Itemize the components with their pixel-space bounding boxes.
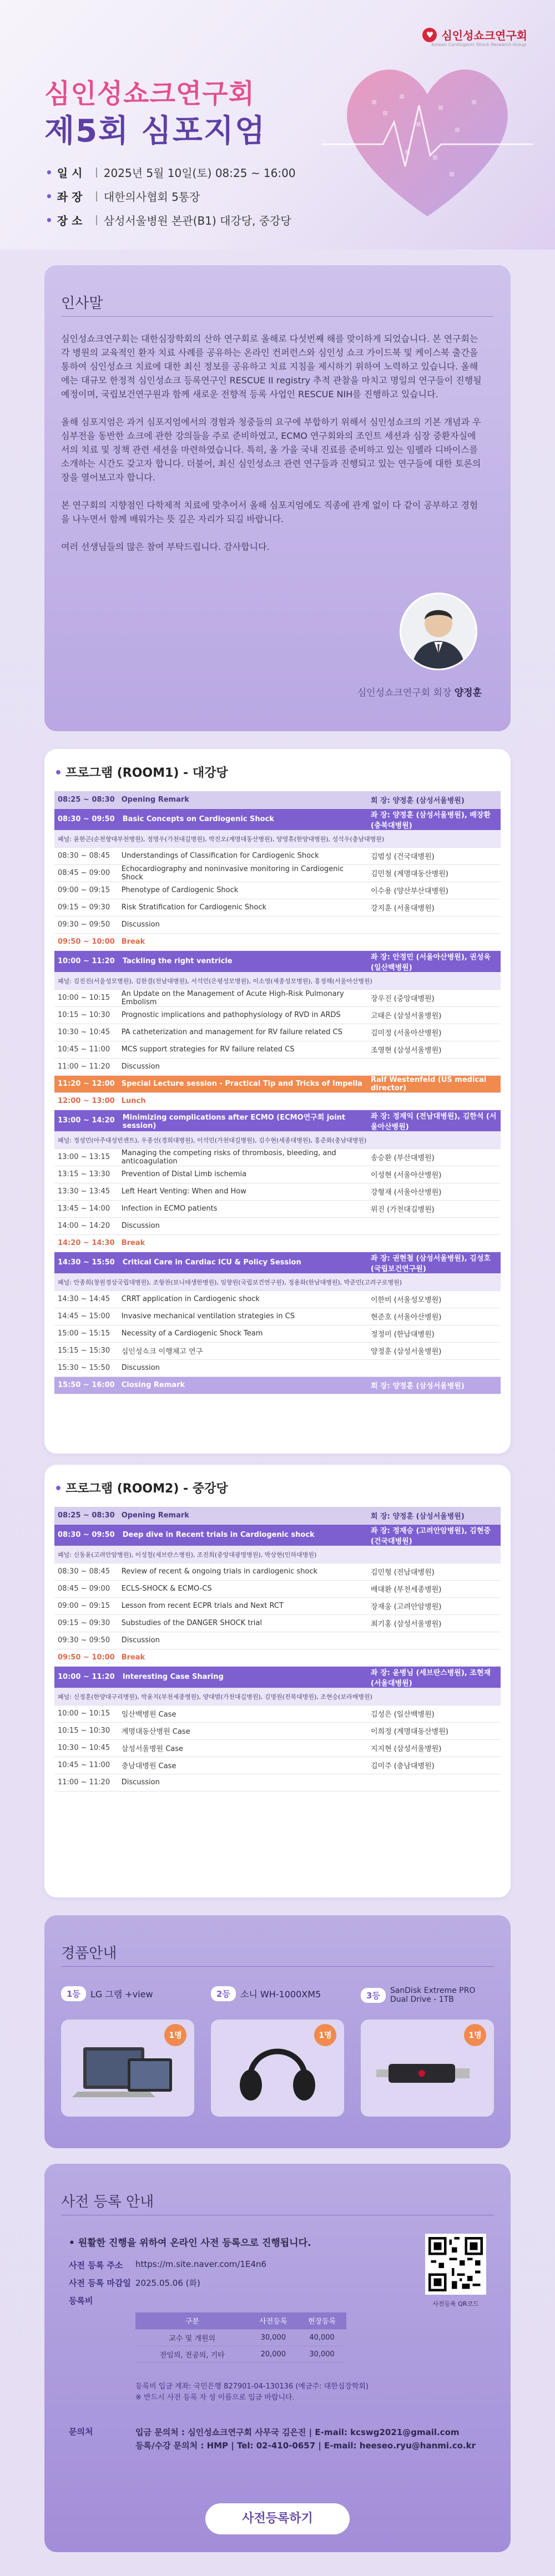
fee-row xyxy=(135,2346,346,2362)
schedule-row xyxy=(54,1217,501,1234)
session-time: 08:25 ~ 08:30 xyxy=(54,791,118,808)
schedule-row xyxy=(54,1325,501,1342)
session-speaker xyxy=(367,1234,501,1252)
session-speaker: 좌 장: 정재승 (고려안암병원), 김현중 (건국대병원) xyxy=(367,1524,501,1546)
panel-text: 패널: 신동윤(고려안암병원), 이성철(세브란스병원), 조진희(중앙대광명병원), 박상현(인하대병원) xyxy=(54,1546,501,1563)
session-subject: Closing Remark xyxy=(118,1376,367,1394)
session-subject: 계명대동산병원 Case xyxy=(118,1722,367,1739)
hero-title-line2: 제5회 심포지엄 xyxy=(44,113,266,149)
session-time: 09:50 ~ 10:00 xyxy=(54,1649,118,1666)
heart-logo-icon: ♥ xyxy=(422,28,437,42)
fee-header: 사전등록 xyxy=(249,2312,297,2329)
session-time: 08:30 ~ 09:50 xyxy=(54,1524,118,1546)
reg-deadline-row xyxy=(69,2277,200,2289)
session-subject: Minimizing complications after ECMO (ECMO연구회 joint session) xyxy=(118,1110,367,1131)
session-speaker: 김범성 (건국대병원) xyxy=(367,847,501,864)
schedule-row xyxy=(54,864,501,882)
info-key: 장 소 xyxy=(57,214,83,227)
program-title-text: 프로그램 (ROOM2) - 중강당 xyxy=(65,1482,228,1496)
session-time: 13:00 ~ 13:15 xyxy=(54,1148,118,1166)
info-value: 삼성서울병원 본관(B1) 대강당, 중강당 xyxy=(103,214,291,227)
session-speaker xyxy=(367,1092,501,1110)
schedule-row xyxy=(54,1308,501,1325)
gift-count: 1명 xyxy=(464,2024,486,2046)
schedule-row xyxy=(54,1041,501,1058)
info-row-date xyxy=(46,164,296,180)
gift-item-3 xyxy=(361,1986,500,2040)
greeting-title: 인사말 xyxy=(61,295,103,312)
schedule-row xyxy=(54,1290,501,1308)
session-header-row xyxy=(54,1666,501,1688)
account-info xyxy=(135,2381,369,2403)
session-speaker: 양정훈 (삼성서울병원) xyxy=(367,1342,501,1359)
session-subject: Discussion xyxy=(118,1632,367,1649)
session-time: 10:30 ~ 10:45 xyxy=(54,1739,118,1757)
heart-graphic xyxy=(322,39,533,227)
session-speaker: 현준호 (서울아산병원) xyxy=(367,1308,501,1325)
session-time: 13:00 ~ 14:20 xyxy=(54,1110,118,1131)
fee-header: 현장등록 xyxy=(297,2312,346,2329)
registration-title: 사전 등록 안내 xyxy=(61,2194,154,2210)
session-speaker: 좌 장: 양정훈 (삼성서울병원), 배장환 (충북대병원) xyxy=(367,808,501,830)
session-speaker xyxy=(367,933,501,950)
schedule-table-room2 xyxy=(54,1507,501,1791)
gift-count: 1명 xyxy=(314,2024,336,2046)
account-note: ※ 반드시 사전 등록 자 성 이름으로 입금 바랍니다. xyxy=(135,2393,295,2402)
session-speaker: 송승환 (부산대병원) xyxy=(367,1148,501,1166)
session-speaker: 위진 (가천대길병원) xyxy=(367,1200,501,1217)
session-speaker: 조영현 (삼성서울병원) xyxy=(367,1041,501,1058)
greeting-paragraph: 본 연구회의 지향점인 다학제적 치료에 맞추어서 올해 심포지엄에도 직종에 관계 없이 다 같이 공부하고 경험을 나누면서 함께 배워가는 뜻 깊은 자리가 되길 바랍니다. xyxy=(61,500,478,524)
account-text: 등록비 입금 계좌: 국민은행 827901-04-130136 (예금주: 대한심장학회) xyxy=(135,2382,369,2391)
session-subject: Managing the competing risks of thrombosis, bleeding, and anticoagulation xyxy=(118,1148,367,1166)
session-speaker: 배대환 (부천세종병원) xyxy=(367,1580,501,1597)
qr-code[interactable] xyxy=(425,2234,486,2295)
schedule-row xyxy=(54,1774,501,1791)
session-subject: 충남대병원 Case xyxy=(118,1757,367,1774)
session-subject: Left Heart Venting: When and How xyxy=(118,1183,367,1200)
session-speaker: 좌 장: 안정민 (서울아산병원), 권성욱 (일산백병원) xyxy=(367,950,501,972)
schedule-row xyxy=(54,1597,501,1615)
session-time: 10:00 ~ 11:20 xyxy=(54,1666,118,1688)
session-time: 08:25 ~ 08:30 xyxy=(54,1507,118,1524)
schedule-row xyxy=(54,1563,501,1580)
signature xyxy=(357,685,482,699)
session-time: 09:00 ~ 09:15 xyxy=(54,882,118,899)
reg-fee-row xyxy=(69,2295,135,2306)
fee-header: 구분 xyxy=(135,2312,249,2329)
session-header-row xyxy=(54,1252,501,1273)
session-speaker: 장우진 (중앙대병원) xyxy=(367,989,501,1006)
register-button[interactable]: 사전등록하기 xyxy=(205,2503,350,2534)
session-speaker: 회 장: 양정훈 (삼성서울병원) xyxy=(367,791,501,808)
session-time: 12:00 ~ 13:00 xyxy=(54,1092,118,1110)
session-speaker: 이성현 (서울아산병원) xyxy=(367,1166,501,1183)
session-subject: Special Lecture session - Practical Tip and Tricks of Impella xyxy=(118,1075,367,1092)
schedule-row xyxy=(54,1058,501,1075)
session-speaker: 김성은 (일산백병원) xyxy=(367,1705,501,1722)
greeting-paragraph: 여러 선생님들의 많은 참여 부탁드립니다. 감사합니다. xyxy=(61,541,270,552)
fee-cell: 40,000 xyxy=(297,2329,346,2346)
panel-row xyxy=(54,1546,501,1563)
contact-line: 입금 문의처 : 심인성쇼크연구회 사무국 김은진 | E-mail: kcswg2021@gmail.com xyxy=(135,2427,460,2437)
session-time: 14:30 ~ 15:50 xyxy=(54,1252,118,1273)
session-speaker: Ralf Westenfeld (US medical director) xyxy=(367,1075,501,1092)
session-speaker: 이한비 (서울성모병원) xyxy=(367,1290,501,1308)
session-time: 08:30 ~ 08:45 xyxy=(54,847,118,864)
session-time: 09:30 ~ 09:50 xyxy=(54,1632,118,1649)
greeting-card xyxy=(44,265,511,731)
schedule-row xyxy=(54,1507,501,1524)
session-time: 13:45 ~ 14:00 xyxy=(54,1200,118,1217)
gift-name: 소니 WH-1000XM5 xyxy=(240,1989,321,2000)
session-subject: Break xyxy=(118,933,367,950)
session-time: 14:30 ~ 14:45 xyxy=(54,1290,118,1308)
session-time: 08:45 ~ 09:00 xyxy=(54,1580,118,1597)
session-speaker: 강형재 (서울아산병원) xyxy=(367,1183,501,1200)
session-subject: MCS support strategies for RV failure related CS xyxy=(118,1041,367,1058)
schedule-row xyxy=(54,1649,501,1666)
schedule-row xyxy=(54,1092,501,1110)
gifts-title: 경품안내 xyxy=(61,1945,117,1962)
gift-name: SanDisk Extreme PRO Dual Drive - 1TB xyxy=(390,1986,476,2004)
bullet-icon: • xyxy=(46,189,53,203)
session-speaker: 이희정 (계명대동산병원) xyxy=(367,1722,501,1739)
info-row-chair xyxy=(46,188,296,204)
session-subject: CRRT application in Cardiogenic shock xyxy=(118,1290,367,1308)
gift-rank: 3등 xyxy=(361,1988,386,2003)
panel-row xyxy=(54,1273,501,1290)
session-speaker xyxy=(367,1058,501,1075)
session-speaker xyxy=(367,1359,501,1376)
session-subject: Discussion xyxy=(118,1359,367,1376)
session-time: 13:15 ~ 13:30 xyxy=(54,1166,118,1183)
session-time: 11:00 ~ 11:20 xyxy=(54,1058,118,1075)
session-time: 10:00 ~ 11:20 xyxy=(54,950,118,972)
reg-deadline-label: 사전 등록 마감일 xyxy=(69,2278,131,2288)
session-subject: Discussion xyxy=(118,916,367,933)
schedule-row xyxy=(54,1615,501,1632)
fee-cell: 30,000 xyxy=(249,2329,297,2346)
registration-card xyxy=(44,2164,511,2552)
session-speaker: 장재웅 (고려안암병원) xyxy=(367,1597,501,1615)
gift-rank: 2등 xyxy=(211,1986,236,2001)
session-time: 09:30 ~ 09:50 xyxy=(54,916,118,933)
fee-table xyxy=(135,2312,346,2363)
session-speaker: 김민철 (계명대동산병원) xyxy=(367,864,501,882)
schedule-row xyxy=(54,1075,501,1092)
schedule-row xyxy=(54,791,501,808)
session-subject: Opening Remark xyxy=(118,791,367,808)
gift-item-2 xyxy=(211,1986,350,2040)
session-speaker xyxy=(367,1649,501,1666)
signature-role: 심인성쇼크연구회 회장 xyxy=(357,687,452,699)
president-photo xyxy=(400,593,477,670)
session-subject: Phenotype of Cardiogenic Shock xyxy=(118,882,367,899)
reg-url-label: 사전 등록 주소 xyxy=(69,2260,123,2270)
session-speaker: 회 장: 양정훈 (삼성서울병원) xyxy=(367,1507,501,1524)
fee-cell: 교수 및 개원의 xyxy=(135,2329,249,2346)
session-header-row xyxy=(54,1524,501,1546)
info-key: 좌 장 xyxy=(57,190,83,204)
session-time: 11:00 ~ 11:20 xyxy=(54,1774,118,1791)
laptop-image xyxy=(61,2020,194,2117)
session-subject: 삼성서울병원 Case xyxy=(118,1739,367,1757)
session-time: 13:30 ~ 13:45 xyxy=(54,1183,118,1200)
qr-caption: 사전등록 QR코드 xyxy=(432,2300,479,2307)
schedule-row xyxy=(54,1580,501,1597)
session-subject: Break xyxy=(118,1234,367,1252)
gift-name: LG 그램 +view xyxy=(90,1989,153,2000)
session-subject: Substudies of the DANGER SHOCK trial xyxy=(118,1615,367,1632)
program-room1 xyxy=(44,749,511,1454)
schedule-row xyxy=(54,1183,501,1200)
session-subject: Prevention of Distal Limb ischemia xyxy=(118,1166,367,1183)
session-speaker: 좌 장: 권현철 (삼성서울병원), 김성호 (국립보건연구원) xyxy=(367,1252,501,1273)
schedule-row xyxy=(54,1705,501,1722)
hero-title-line1: 심인성쇼크연구회 xyxy=(44,78,255,109)
contact-row xyxy=(69,2426,476,2452)
session-time: 08:30 ~ 08:45 xyxy=(54,1563,118,1580)
session-subject: Break xyxy=(118,1649,367,1666)
session-time: 11:20 ~ 12:00 xyxy=(54,1075,118,1092)
program-title: • 프로그램 (ROOM1) - 대강당 xyxy=(54,766,228,780)
schedule-row xyxy=(54,1757,501,1774)
schedule-row xyxy=(54,1006,501,1024)
headphones-image xyxy=(211,2020,344,2117)
reg-url-row xyxy=(69,2259,266,2271)
session-time: 10:00 ~ 10:15 xyxy=(54,989,118,1006)
session-time: 14:00 ~ 14:20 xyxy=(54,1217,118,1234)
panel-text: 패널: 김진진(서울성모병원), 김한결(전남대병원), 서석민(은평성모병원), 이소영(세종성모병원), 홍정해(서울아산병원) xyxy=(54,972,501,989)
reg-url-link[interactable]: https://m.site.naver.com/1E4n6 xyxy=(135,2259,267,2269)
bullet-icon: • xyxy=(46,165,53,179)
schedule-row xyxy=(54,989,501,1006)
session-subject: Discussion xyxy=(118,1217,367,1234)
contact-label: 문의처 xyxy=(69,2427,93,2437)
schedule-row xyxy=(54,1739,501,1757)
session-speaker xyxy=(367,1632,501,1649)
reg-fee-label: 등록비 xyxy=(69,2296,93,2306)
session-subject: Lesson from recent ECPR trials and Next RCT xyxy=(118,1597,367,1615)
session-speaker: 고태은 (삼성서울병원) xyxy=(367,1006,501,1024)
schedule-row xyxy=(54,1359,501,1376)
panel-row xyxy=(54,1688,501,1705)
panel-row xyxy=(54,830,501,847)
session-time: 09:50 ~ 10:00 xyxy=(54,933,118,950)
session-subject: Discussion xyxy=(118,1774,367,1791)
schedule-row xyxy=(54,1148,501,1166)
session-subject: Review of recent & ongoing trials in cardiogenic shock xyxy=(118,1563,367,1580)
session-speaker: 정정미 (한남대병원) xyxy=(367,1325,501,1342)
session-speaker xyxy=(367,916,501,933)
fee-cell: 전임의, 전공의, 기타 xyxy=(135,2346,249,2362)
session-subject: Infection in ECMO patients xyxy=(118,1200,367,1217)
session-subject: Invasive mechanical ventilation strategies in CS xyxy=(118,1308,367,1325)
session-header-row xyxy=(54,950,501,972)
schedule-row xyxy=(54,1722,501,1739)
session-speaker xyxy=(367,1774,501,1791)
session-speaker: 지지현 (삼성서울병원) xyxy=(367,1739,501,1757)
contact-line: 등록/수강 문의처 : HMP | Tel: 02-410-0657 | E-mail: heeseo.ryu@hanmi.co.kr xyxy=(135,2441,476,2451)
gift-item-1 xyxy=(61,1986,200,2040)
greeting-paragraph: 올해 심포지엄은 과거 심포지엄에서의 경험과 청중들의 요구에 부합하기 위해서 심인성쇼크의 기본 개념과 우심부전을 동반한 쇼크에 관한 강의들을 주로 준비하였고, ECMO 연구회와의 조인트 세션과 심장 중환자실에서의 치료 및 정책 관련 세션을 마련하였습니다. 특히, 올 가을 국내 진료를 준비하고 있는 임펠라 디바이스를 소개하는 시간도 갖고자 합니다. 더불어, 최신 심인성쇼크 관련 연구들과 진행되고 있는 연구들에 대한 토론의 장을 열어보고자 합니다. xyxy=(61,417,481,483)
gift-rank: 1등 xyxy=(61,1986,86,2001)
session-time: 08:30 ~ 09:50 xyxy=(54,808,118,830)
session-subject: PA catheterization and management for RV failure related CS xyxy=(118,1024,367,1041)
panel-text: 패널: 정성민(아주대성빈센트), 우종선(경희대병원), 이석민(가천대길병원), 김수현(세종대병원), 홍준화(충남대병원) xyxy=(54,1131,501,1148)
session-time: 10:45 ~ 11:00 xyxy=(54,1757,118,1774)
session-time: 15:00 ~ 15:15 xyxy=(54,1325,118,1342)
session-speaker: 김민형 (전남대병원) xyxy=(367,1563,501,1580)
session-subject: 일산백병원 Case xyxy=(118,1705,367,1722)
session-subject: Critical Care in Cardiac ICU & Policy Session xyxy=(118,1252,367,1273)
panel-row xyxy=(54,1131,501,1148)
session-subject: Necessity of a Cardiogenic Shock Team xyxy=(118,1325,367,1342)
logo-text: 심인성쇼크연구회 xyxy=(441,29,527,42)
session-time: 15:50 ~ 16:00 xyxy=(54,1376,118,1394)
info-row-venue xyxy=(46,212,296,228)
panel-text: 패널: 안종희(창원경상국립대병원), 조항찬(보니테생한병원), 임향원(국립보건연구원), 정용화(한남대병원), 박준민(고려구로병원) xyxy=(54,1273,501,1290)
session-subject: ECLS-SHOCK & ECMO-CS xyxy=(118,1580,367,1597)
session-subject: Basic Concepts on Cardiogenic Shock xyxy=(118,808,367,830)
schedule-row xyxy=(54,1234,501,1252)
session-subject: Understandings of Classification for Cardiogenic Shock xyxy=(118,847,367,864)
session-subject: Lunch xyxy=(118,1092,367,1110)
schedule-row xyxy=(54,899,501,916)
session-time: 08:45 ~ 09:00 xyxy=(54,864,118,882)
session-time: 10:30 ~ 10:45 xyxy=(54,1024,118,1041)
schedule-row xyxy=(54,1632,501,1649)
fee-cell: 30,000 xyxy=(297,2346,346,2362)
session-speaker: 김미주 (충남대병원) xyxy=(367,1757,501,1774)
session-subject: Interesting Case Sharing xyxy=(118,1666,367,1688)
session-time: 09:00 ~ 09:15 xyxy=(54,1597,118,1615)
gift-count: 1명 xyxy=(164,2024,186,2046)
logo xyxy=(422,27,527,43)
session-header-row xyxy=(54,1110,501,1131)
session-subject: Prognostic implications and pathophysiology of RVD in ARDS xyxy=(118,1006,367,1024)
info-value: 대한의사협회 5통장 xyxy=(103,190,200,204)
session-subject: Opening Remark xyxy=(118,1507,367,1524)
session-time: 09:15 ~ 09:30 xyxy=(54,899,118,916)
session-time: 14:45 ~ 15:00 xyxy=(54,1308,118,1325)
program-room2 xyxy=(44,1465,511,1897)
session-speaker xyxy=(367,1217,501,1234)
program-title: • 프로그램 (ROOM2) - 중강당 xyxy=(54,1482,228,1496)
schedule-row xyxy=(54,847,501,864)
info-value: 2025년 5월 10일(토) 08:25 ~ 16:00 xyxy=(103,166,296,180)
schedule-row xyxy=(54,916,501,933)
session-time: 15:15 ~ 15:30 xyxy=(54,1342,118,1359)
fee-row xyxy=(135,2329,346,2346)
schedule-row xyxy=(54,1200,501,1217)
session-subject: Discussion xyxy=(118,1058,367,1075)
panel-text: 패널: 윤한곤(순천향대부천병원), 정명우(가천대길병원), 박진오(계명대동산병원), 양영휴(한양대병원), 성석우(충남대병원) xyxy=(54,830,501,847)
greeting-paragraph: 심인성쇼크연구회는 대한심장학회의 산하 연구회로 올해로 다섯번째 해를 맞이하게 되었습니다. 본 연구회는 각 병원의 교육적인 환자 치료 사례를 공유하는 온라인 컨퍼런스와 심인성 쇼크 가이드북 및 케이스북 출간을 통하여 심인성쇼크 치료에 대한 최신 정보를 공유하고 치료 지침을 제시하기 위하여 노력하고 있습니다. 올해에는 대규모 한정적 심인성쇼크 등록연구인 RESCUE II registry 추적 관찰을 마치고 명일의 연구들이 진행될 예정이며, 국립보건연구원과 함께 새로운 전향적 등록 사업인 RESCUE NIH를 진행하고 있습니다. xyxy=(61,333,482,399)
session-subject: 심인성쇼크 이행체고 연구 xyxy=(118,1342,367,1359)
usb-drive-image xyxy=(361,2020,494,2117)
schedule-table-room1 xyxy=(54,791,501,1394)
session-subject: Deep dive in Recent trials in Cardiogenic shock xyxy=(118,1524,367,1546)
greeting-body xyxy=(61,332,483,568)
signature-name: 양정훈 xyxy=(454,687,482,699)
schedule-row xyxy=(54,1376,501,1394)
event-info xyxy=(46,164,296,236)
session-time: 10:15 ~ 10:30 xyxy=(54,1006,118,1024)
reg-deadline-value: 2025.05.06 (화) xyxy=(135,2278,200,2288)
session-speaker: 최기홍 (삼성서울병원) xyxy=(367,1615,501,1632)
session-speaker: 강지훈 (서울대병원) xyxy=(367,899,501,916)
schedule-row xyxy=(54,1024,501,1041)
session-header-row xyxy=(54,808,501,830)
session-subject: Echocardiography and noninvasive monitoring in Cardiogenic Shock xyxy=(118,864,367,882)
session-subject: Tackling the right ventricle xyxy=(118,950,367,972)
session-time: 14:20 ~ 14:30 xyxy=(54,1234,118,1252)
session-subject: An Update on the Management of Acute High-Risk Pulmonary Embolism xyxy=(118,989,367,1006)
schedule-row xyxy=(54,933,501,950)
gifts-card xyxy=(44,1915,511,2148)
fee-cell: 20,000 xyxy=(249,2346,297,2362)
session-speaker: 김미정 (서울아산병원) xyxy=(367,1024,501,1041)
session-time: 15:30 ~ 15:50 xyxy=(54,1359,118,1376)
panel-row xyxy=(54,972,501,989)
program-title-text: 프로그램 (ROOM1) - 대강당 xyxy=(65,766,228,780)
session-speaker: 좌 장: 윤병님 (세브란스병원), 조현재 (서울대병원) xyxy=(367,1666,501,1688)
session-subject: Risk Stratification for Cardiogenic Shock xyxy=(118,899,367,916)
fee-header-row xyxy=(135,2312,346,2329)
session-time: 10:15 ~ 10:30 xyxy=(54,1722,118,1739)
schedule-row xyxy=(54,1166,501,1183)
session-time: 09:15 ~ 09:30 xyxy=(54,1615,118,1632)
session-time: 10:45 ~ 11:00 xyxy=(54,1041,118,1058)
session-speaker: 좌 장: 정재익 (전남대병원), 김한석 (서울아산병원) xyxy=(367,1110,501,1131)
bullet-icon: • xyxy=(46,213,53,227)
registration-lead: • 원활한 진행을 위하여 온라인 사전 등록으로 진행됩니다. xyxy=(69,2238,311,2249)
schedule-row xyxy=(54,882,501,899)
session-speaker: 이수용 (양산부산대병원) xyxy=(367,882,501,899)
info-key: 일 시 xyxy=(57,166,83,180)
schedule-row xyxy=(54,1342,501,1359)
hero-header xyxy=(0,0,555,250)
session-time: 10:00 ~ 10:15 xyxy=(54,1705,118,1722)
panel-text: 패널: 신정훈(한양대구리병원), 박윤지(부천세종병원), 양대범(가천대길병원), 김명원(전북대병원), 조현승(보라매병원) xyxy=(54,1688,501,1705)
logo-subtitle: Korean Cardiogenic Shock Research Group xyxy=(431,42,526,47)
session-speaker: 회 장: 양정훈 (삼성서울병원) xyxy=(367,1376,501,1394)
